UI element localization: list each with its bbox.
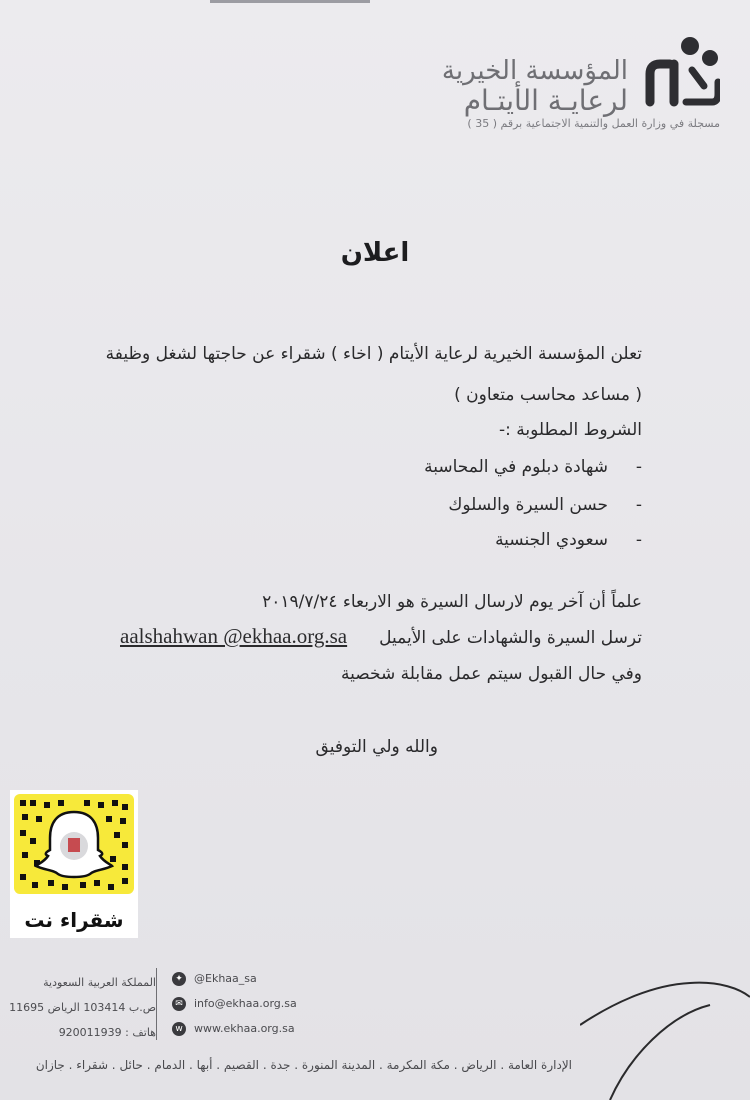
footer-contacts bbox=[172, 966, 352, 1041]
conditions-heading: الشروط المطلوبة :- bbox=[499, 420, 642, 440]
intro-line1: تعلن المؤسسة الخيرية لرعاية الأيتام ( اخاء ) شقراء عن حاجتها لشغل وظيفة bbox=[105, 344, 642, 364]
snapcode-badge bbox=[10, 790, 138, 938]
footer-website-text: www.ekhaa.org.sa bbox=[194, 1022, 295, 1035]
footer-phone: هاتف : 920011939 bbox=[58, 1026, 156, 1039]
interview-text: وفي حال القبول سيتم عمل مقابلة شخصية bbox=[341, 664, 642, 684]
footer-branches: الإدارة العامة . الرياض . مكة المكرمة . المدينة المنورة . جدة . القصيم . أبها . الدمام . حائل . شقراء . جازان bbox=[35, 1058, 572, 1072]
announcement-title: اعلان bbox=[340, 238, 410, 268]
condition-item bbox=[424, 457, 642, 477]
closing-text: والله ولي التوفيق bbox=[315, 737, 438, 757]
condition-text: سعودي الجنسية bbox=[495, 530, 608, 550]
deadline-text: علماً أن آخر يوم لارسال السيرة هو الاربعاء ٢٠١٩/٧/٢٤ bbox=[262, 592, 642, 612]
send-cv-text: ترسل السيرة والشهادات على الأيميل bbox=[379, 628, 642, 648]
twitter-icon: ✦ bbox=[172, 972, 186, 986]
org-registration: مسجلة في وزارة العمل والتنمية الاجتماعية برقم ( 35 ) bbox=[467, 117, 720, 130]
snapcode-icon bbox=[14, 794, 134, 894]
condition-item bbox=[495, 530, 642, 550]
cv-email-link[interactable]: aalshahwan @ekhaa.org.sa bbox=[120, 624, 348, 648]
condition-text: حسن السيرة والسلوك bbox=[448, 495, 608, 515]
snapcode-label: شقراء نت bbox=[24, 908, 124, 932]
footer-pobox: ص.ب 103414 الرياض 11695 bbox=[9, 1001, 156, 1014]
intro-line2: ( مساعد محاسب متعاون ) bbox=[454, 385, 642, 405]
condition-item bbox=[448, 495, 642, 515]
footer-address bbox=[9, 970, 156, 1045]
footer-email-text: info@ekhaa.org.sa bbox=[194, 997, 297, 1010]
email-icon: ✉ bbox=[172, 997, 186, 1011]
web-icon: w bbox=[172, 1022, 186, 1036]
ekhaa-logo-icon bbox=[642, 34, 720, 110]
footer-email[interactable] bbox=[172, 991, 352, 1016]
org-name-line2: لرعايـة الأيتـام bbox=[463, 84, 628, 117]
list-dash: - bbox=[635, 457, 642, 477]
footer-twitter[interactable] bbox=[172, 966, 352, 991]
footer-twitter-text: @Ekhaa_sa bbox=[194, 972, 257, 985]
footer-website[interactable] bbox=[172, 1016, 352, 1041]
list-dash: - bbox=[635, 530, 642, 550]
org-name-line1: المؤسسة الخيرية bbox=[441, 56, 628, 86]
top-edge-line bbox=[210, 0, 370, 3]
footer-country: المملكة العربية السعودية bbox=[43, 976, 156, 989]
footer-divider bbox=[156, 968, 157, 1040]
footer-curve-decoration bbox=[580, 975, 750, 1100]
condition-text: شهادة دبلوم في المحاسبة bbox=[424, 457, 608, 477]
list-dash: - bbox=[635, 495, 642, 515]
